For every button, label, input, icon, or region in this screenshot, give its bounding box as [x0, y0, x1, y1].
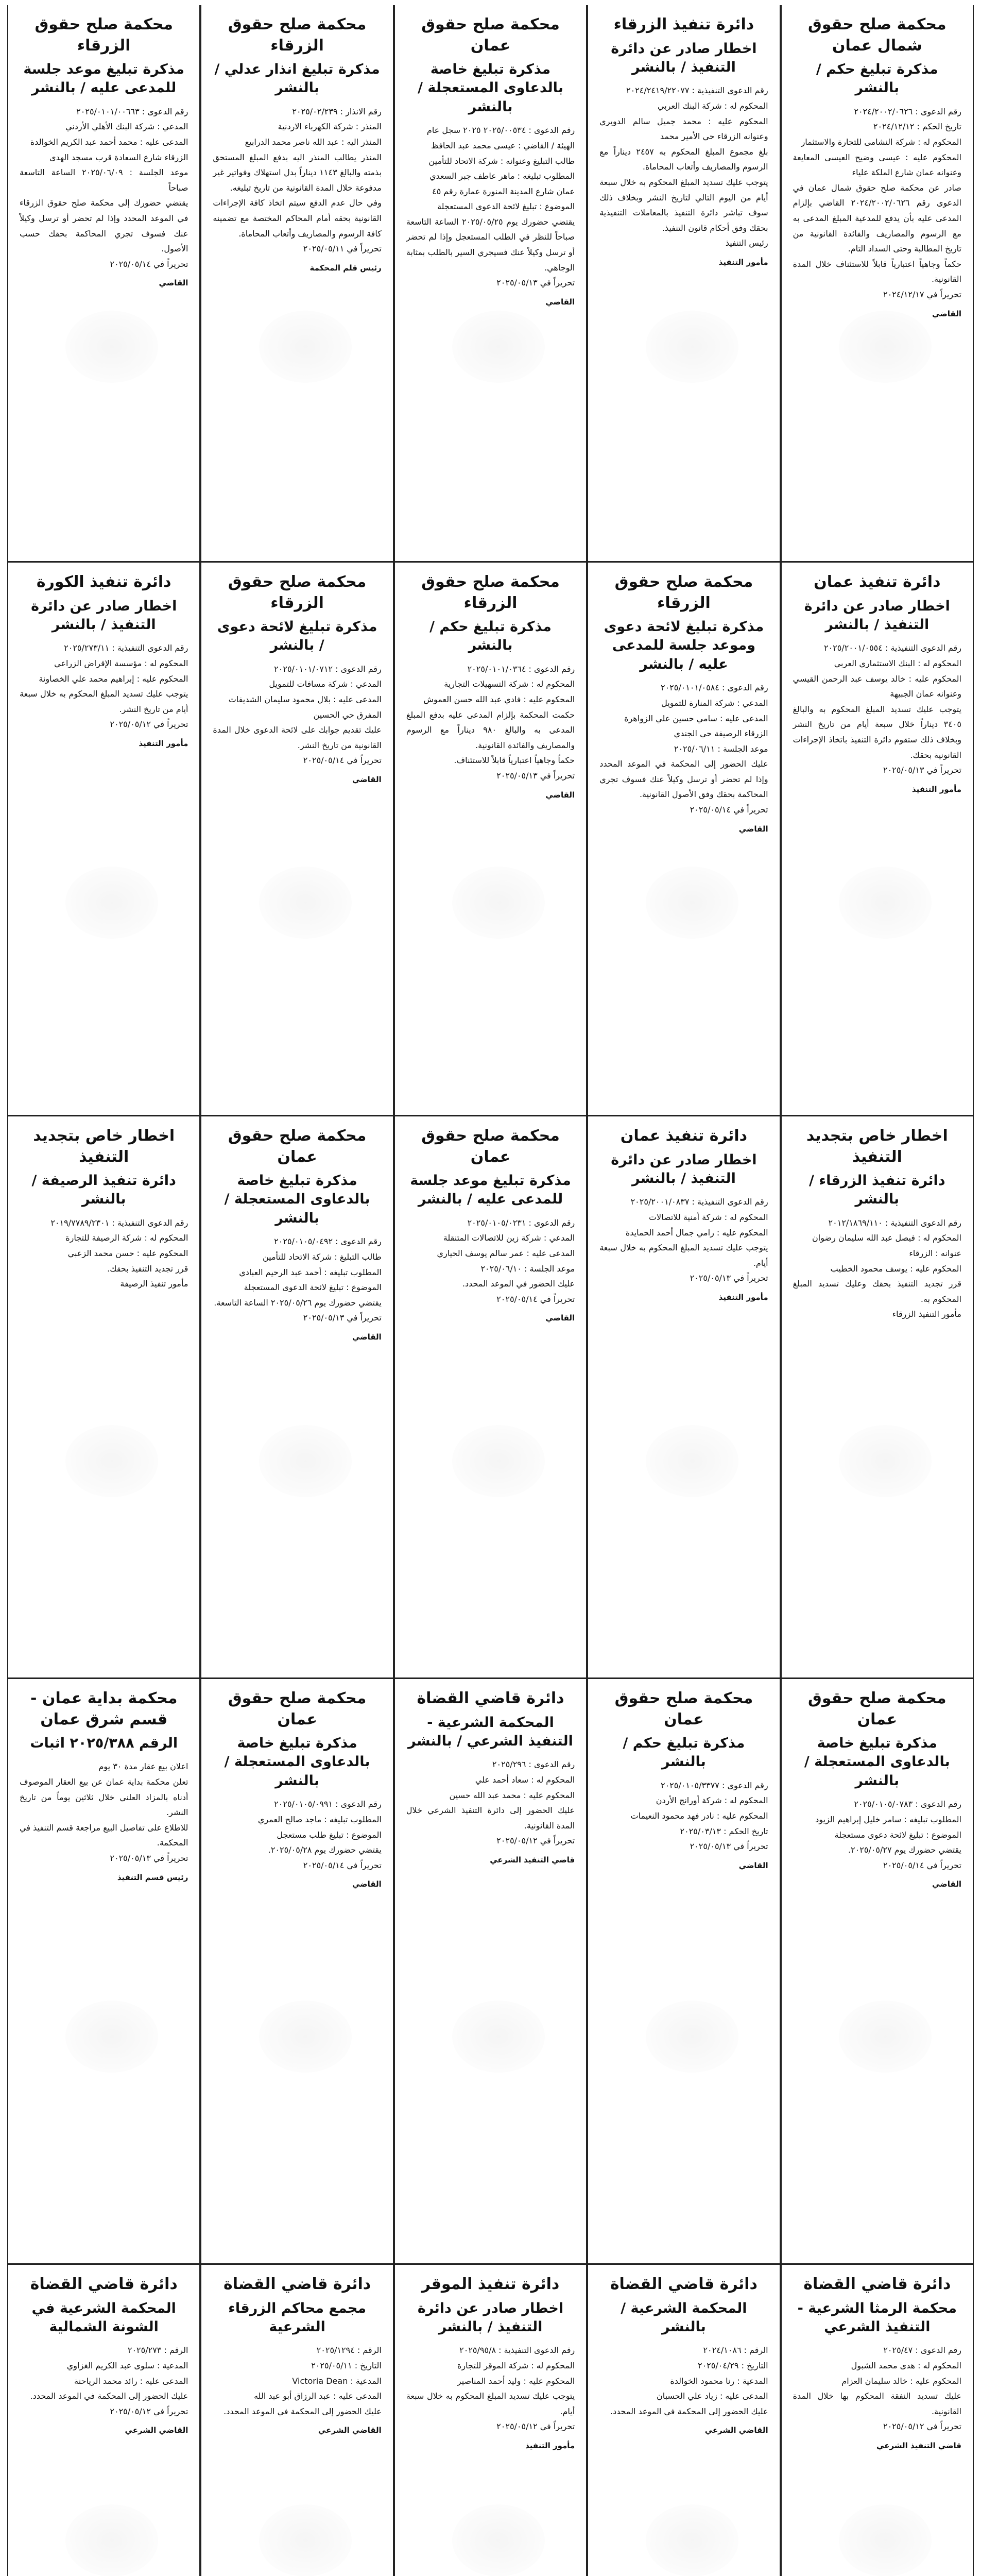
notice-body: الرقم : ٢٠٢٥/٢٧٣ المدعية : سلوى عبد الكريم الغزاوي المدعى عليه : رائد محمد الرياحنة عليك الحضور إلى المحكمة في الموعد المحدد. تحريراً في ٢٠٢٥/٠٥/١٢	[30, 2345, 188, 2416]
legal-notice	[200, 1116, 393, 1679]
legal-notice	[587, 2265, 780, 2576]
notice-signature: القاضي الشرعي	[318, 2426, 382, 2435]
notice-title: محكمة صلح حقوق عمان	[614, 1689, 753, 1728]
notice-subtitle: مذكرة تبليغ حكم / بالنشر	[429, 619, 552, 654]
notice-signature: القاضي	[738, 1860, 768, 1870]
notice-subtitle: مذكرة تبليغ موعد جلسة للمدعى عليه / بالنشر	[23, 61, 185, 96]
notice-subtitle: دائرة تنفيذ الرصيفة / بالنشر	[31, 1173, 176, 1208]
notice-title: دائرة قاضي القضاة	[610, 2275, 758, 2293]
notice-body: رقم الدعوى التنفيذية : ٢٠٢٥/٩٥/٨ المحكوم له : شركة الموقر للتجارة المحكوم عليه : وليد أحمد المناصير يتوجب عليك تسديد المبلغ المحكوم به خلال سبعة أيام. تحريراً في ٢٠٢٥/٠٥/١٢	[406, 2345, 575, 2432]
notice-title: محكمة صلح حقوق عمان	[421, 1127, 560, 1166]
notice-subtitle: مذكرة تبليغ حكم / بالنشر	[816, 61, 938, 96]
notice-subtitle: المحكمة الشرعية في الشونة الشمالية	[31, 2300, 176, 2335]
notice-signature: القاضي	[159, 278, 188, 288]
notice-signature: القاضي	[545, 790, 575, 800]
notice-signature: مأمور التنفيذ	[139, 738, 188, 748]
notice-subtitle: مجمع محاكم الزرقاء الشرعية	[228, 2300, 367, 2335]
notice-title: محكمة صلح حقوق عمان	[808, 1689, 946, 1728]
notice-body: رقم الدعوى : ٢٠٢٥/٠١٠١/٠٣٦٤ المحكوم له : شركة التسهيلات التجارية المحكوم عليه : فادي عبد الله حسن العموش حكمت المحكمة بإلزام المدعى عليه بدفع المبلغ المدعى به والبالغ ٩٨٠ ديناراً مع الرسوم والمصاريف والفائدة القانونية. حكماً وجاهياً اعتبارياً قابلاً للاستئناف. تحريراً في ٢٠٢٥/٠٥/١٣	[406, 664, 575, 781]
legal-notice	[394, 5, 587, 563]
notice-body: رقم الدعوى : ٢٠٢٥/٠١٠٥/٠٩٩١ المطلوب تبليغه : ماجد صالح العمري الموضوع : تبليغ طلب مستعجل يقتضي حضورك يوم ٢٠٢٥/٠٥/٢٨. تحريراً في ٢٠٢٥/٠٥/١٤	[257, 1799, 382, 1870]
notice-body: رقم الدعوى التنفيذية : ٢٠٢٤/٢٤١٩/٢٢٠٧٧ المحكوم له : شركة البنك العربي المحكوم عليه : محمد جميل سالم الدويري وعنوانه الزرقاء حي الأمير محمد بلغ مجموع المبلغ المحكوم به ٢٤٥٧ ديناراً مع الرسوم والمصاريف وأتعاب المحاماة. يتوجب عليك تسديد المبلغ المحكوم به خلال سبعة أيام من اليوم التالي لتاريخ النشر وبخلاف ذلك سوف تباشر دائرة التنفيذ بالمعاملات التنفيذية بحقك وفق أحكام قانون التنفيذ. رئيس التنفيذ	[599, 86, 768, 248]
notice-title: دائرة تنفيذ الموقر	[421, 2275, 560, 2293]
notice-title: اخطار خاص بتجديد التنفيذ	[33, 1127, 175, 1166]
notice-signature: مأمور التنفيذ	[911, 784, 961, 794]
notice-body: رقم الدعوى التنفيذية : ٢٠٢٥/٢٠٠١/٠٨٣٧ المحكوم له : شركة أمنية للاتصالات المحكوم عليه : رامي جمال أحمد الحمايدة يتوجب عليك تسديد المبلغ المحكوم به خلال سبعة أيام. تحريراً في ٢٠٢٥/٠٥/١٣	[599, 1197, 768, 1283]
notice-subtitle: مذكرة تبليغ انذار عدلي / بالنشر	[214, 61, 380, 96]
notice-signature: القاضي	[545, 1313, 575, 1323]
legal-notice	[781, 5, 974, 563]
notice-signature: مأمور التنفيذ	[718, 1292, 768, 1302]
notice-signature: القاضي	[352, 1879, 382, 1889]
notice-body: رقم الدعوى : ٢٠٢٥/٠١٠١/٠٠٦٦٣ المدعي : شركة البنك الأهلي الأردني المدعى عليه : محمد أحمد عبد الكريم الخوالدة الزرقاء شارع السعادة قرب مسجد الهدى موعد الجلسة : ٢٠٢٥/٠٦/٠٩ الساعة التاسعة صباحاً يقتضي حضورك إلى محكمة صلح حقوق الزرقاء في الموعد المحدد وإذا لم تحضر أو ترسل وكيلاً عنك فسوف تجري المحاكمة بحقك حسب الأصول. تحريراً في ٢٠٢٥/٠٥/١٤	[20, 106, 188, 269]
notice-title: محكمة صلح حقوق الزرقاء	[421, 573, 560, 612]
notice-subtitle: مذكرة تبليغ حكم / بالنشر	[623, 1735, 745, 1770]
legal-notice	[587, 5, 780, 563]
notice-body: رقم الدعوى التنفيذية : ٢٠٢٥/٢٧٣/١١ المحكوم له : مؤسسة الإقراض الزراعي المحكوم عليه : إبراهيم محمد علي الخصاونة يتوجب عليك تسديد المبلغ المحكوم به خلال سبعة أيام من تاريخ النشر. تحريراً في ٢٠٢٥/٠٥/١٢	[20, 643, 188, 730]
notice-signature: رئيس قلم المحكمة	[309, 263, 382, 273]
notice-body: رقم الدعوى : ٢٠٢٥/٠١٠٥/٣٣٧٧ المحكوم له : شركة أورانج الأردن المحكوم عليه : نادر فهد محمود النعيمات تاريخ الحكم : ٢٠٢٥/٠٣/١٣ تحريراً في ٢٠٢٥/٠٥/١٣	[630, 1780, 768, 1852]
notice-title: دائرة قاضي القضاة	[223, 2275, 371, 2293]
notice-body: رقم الدعوى التنفيذية : ٢٠١٢/١٨٦٩/١١٠ المحكوم له : فيصل عبد الله سليمان رضوان عنوانه : الزرقاء المحكوم عليه : يوسف محمود الخطيب قرر تجديد التنفيذ بحقك وعليك تسديد المبلغ المحكوم به. مأمور التنفيذ الزرقاء	[793, 1217, 961, 1319]
notice-title: محكمة صلح حقوق الزرقاء	[228, 15, 367, 55]
notice-title: اخطار خاص بتجديد التنفيذ	[806, 1127, 948, 1166]
notice-subtitle: الرقم ٢٠٢٥/٣٨٨ اثبات	[30, 1735, 178, 1751]
notice-signature: القاضي الشرعي	[704, 2426, 768, 2435]
legal-notice	[781, 1679, 974, 2265]
legal-notice	[781, 563, 974, 1116]
notice-signature: مأمور التنفيذ	[718, 257, 768, 267]
notice-subtitle: محكمة الرمثا الشرعية - التنفيذ الشرعي	[797, 2300, 957, 2335]
legal-notice	[200, 2265, 393, 2576]
notice-subtitle: مذكرة تبليغ خاصة بالدعاوى المستعجلة / بالنشر	[224, 1735, 370, 1789]
notices-grid	[7, 5, 974, 2576]
notice-title: دائرة تنفيذ الزرقاء	[613, 15, 754, 33]
notice-subtitle: مذكرة تبليغ لائحة دعوى وموعد جلسة للمدعى عليه / بالنشر	[604, 619, 764, 672]
notice-body: رقم الدعوى : ٢٠٢٥/٠١٠١/٠٧١٢ المدعي : شركة مسافات للتمويل المدعى عليه : بلال محمود سليمان الشديفات المفرق حي الحسين عليك تقديم جوابك على لائحة الدعوى خلال المدة القانونية من تاريخ النشر. تحريراً في ٢٠٢٥/٠٥/١٤	[213, 664, 382, 766]
legal-notice	[7, 5, 200, 563]
notice-title: محكمة صلح حقوق عمان	[228, 1689, 367, 1728]
notice-body: رقم الدعوى التنفيذية : ٢٠١٩/٧٧٨٩/٢٣٠١ المحكوم له : شركة الرصيفة للتجارة المحكوم عليه : حسن محمد الزعبي قرر تجديد التنفيذ بحقك. مأمور تنفيذ الرصيفة	[50, 1217, 188, 1289]
notice-subtitle: مذكرة تبليغ لائحة دعوى / بالنشر	[217, 619, 377, 654]
notice-signature: قاضي التنفيذ الشرعي	[490, 1855, 575, 1865]
notice-title: دائرة قاضي القضاة	[803, 2275, 951, 2293]
notice-body: رقم الدعوى : ٢٠٢٥/٠١٠٥/٠٢٣١ المدعي : شركة زين للاتصالات المتنقلة المدعى عليه : عمر سالم يوسف الحياري موعد الجلسة : ٢٠٢٥/٠٦/١٠ عليك الحضور في الموعد المحدد. تحريراً في ٢٠٢٥/٠٥/١٤	[437, 1217, 575, 1304]
notice-body: رقم الدعوى : ٢٠٢٥/٠٠٥٣٤ ٢٠٢٥ سجل عام الهيئة / القاضي : عيسى محمد عبد الحافظ طالب التبليغ وعنوانه : شركة الاتحاد للتأمين المطلوب تبليغه : ماهر عاطف جبر السعدي عمان شارع المدينة المنورة عمارة رقم ٤٥ الموضوع : تبليغ لائحة الدعوى المستعجلة يقتضي حضورك يوم ٢٠٢٥/٠٥/٢٥ الساعة التاسعة صباحاً للنظر في الطلب المستعجل وإذا لم تحضر أو ترسل وكيلاً عنك فسيجري السير بالطلب بمثابة الوجاهي. تحريراً في ٢٠٢٥/٠٥/١٣	[406, 125, 575, 288]
legal-notice	[394, 1679, 587, 2265]
notice-signature: رئيس قسم التنفيذ	[117, 1872, 188, 1882]
notice-body: رقم الدعوى : ٢٠٢٥/٠١٠٥/٠٤٩٢ طالب التبليغ : شركة الاتحاد للتأمين المطلوب تبليغه : أحمد عبد الرحيم العبادي الموضوع : تبليغ لائحة الدعوى المستعجلة يقتضي حضورك يوم ٢٠٢٥/٠٥/٢٦ الساعة التاسعة. تحريراً في ٢٠٢٥/٠٥/١٣	[214, 1236, 382, 1323]
notice-signature: القاضي	[932, 309, 961, 318]
notice-body: رقم الدعوى : ٢٠٢٤/٢٠٠٢/٠٦٢٦ تاريخ الحكم : ٢٠٢٤/١٢/١٢ المحكوم له : شركة النشامى للتجارة والاستثمار المحكوم عليه : عيسى وضيح العيسى المعايعة وعنوانه عمان شارع الملكة علياء صادر عن محكمة صلح حقوق شمال عمان في الدعوى رقم ٢٠٢٤/٢٠٠٢/٠٦٢٦ القاضي بإلزام المدعى عليه بأن يدفع للمدعية المبلغ المدعى به مع الرسوم والمصاريف والفائدة القانونية من تاريخ المطالبة وحتى السداد التام. حكماً وجاهياً اعتبارياً قابلاً للاستئناف خلال المدة القانونية. تحريراً في ٢٠٢٤/١٢/١٧	[793, 106, 961, 299]
notice-subtitle: المحكمة الشرعية / بالنشر	[621, 2300, 747, 2335]
notice-body: رقم الدعوى : ٢٠٢٥/٠١٠١/٠٥٨٤ المدعي : شركة المنارة للتمويل المدعى عليه : سامي حسين علي الزواهرة الزرقاء الرصيفة حي الجندي موعد الجلسة : ٢٠٢٥/٠٦/١١ عليك الحضور إلى المحكمة في الموعد المحدد وإذا لم تحضر أو ترسل وكيلاً عنك فسوف تجري المحاكمة بحقك وفق الأصول القانونية. تحريراً في ٢٠٢٥/٠٥/١٤	[599, 683, 768, 815]
legal-notice	[200, 5, 393, 563]
notice-title: دائرة تنفيذ عمان	[814, 573, 941, 591]
notice-body: رقم الدعوى : ٢٠٢٥/٤٧ المحكوم له : هدى محمد الشبول المحكوم عليه : خالد سليمان العزام عليك تسديد النفقة المحكوم بها خلال المدة القانونية. تحريراً في ٢٠٢٥/٠٥/١٢	[793, 2345, 961, 2432]
legal-notice	[587, 1116, 780, 1679]
notice-signature: مأمور التنفيذ	[525, 2441, 575, 2450]
legal-notice	[394, 2265, 587, 2576]
notice-signature: القاضي	[545, 297, 575, 307]
notice-title: دائرة تنفيذ الكورة	[36, 573, 171, 591]
legal-notice	[587, 563, 780, 1116]
notice-title: دائرة قاضي القضاة	[30, 2275, 178, 2293]
notice-subtitle: مذكرة تبليغ موعد جلسة للمدعى عليه / بالنشر	[410, 1173, 571, 1208]
notice-subtitle: اخطار صادر عن دائرة التنفيذ / بالنشر	[804, 598, 950, 633]
notice-subtitle: اخطار صادر عن دائرة التنفيذ / بالنشر	[417, 2300, 564, 2335]
notice-subtitle: اخطار صادر عن دائرة التنفيذ / بالنشر	[611, 1151, 757, 1187]
notice-body: رقم الدعوى : ٢٠٢٥/٢٩٦ المحكوم له : سعاد أحمد علي المحكوم عليه : محمد عبد الله حسين عليك الحضور إلى دائرة التنفيذ الشرعي خلال المدة القانونية. تحريراً في ٢٠٢٥/٠٥/١٢	[406, 1759, 575, 1846]
notice-subtitle: مذكرة تبليغ خاصة بالدعاوى المستعجلة / بالنشر	[418, 61, 563, 115]
legal-notice	[587, 1679, 780, 2265]
legal-notice	[781, 2265, 974, 2576]
notice-signature: القاضي	[932, 1879, 961, 1889]
notice-subtitle: المحكمة الشرعية - التنفيذ الشرعي / بالنشر	[408, 1714, 573, 1749]
notice-title: محكمة صلح حقوق شمال عمان	[808, 15, 946, 55]
notice-signature: القاضي الشرعي	[125, 2426, 188, 2435]
notice-body: رقم الانذار : ٢٠٢٥/٠٢/٢٣٩ المنذر : شركة الكهرباء الاردنية المنذر اليه : عبد الله ناصر محمد الدرابيع المنذر يطالب المنذر اليه بدفع المبلغ المستحق بذمته والبالغ ١١٤٣ ديناراً بدل استهلاك وفواتير غير مدفوعة خلال المدة القانونية من تاريخ تبليغه. وفي حال عدم الدفع سيتم اتخاذ كافة الإجراءات القانونية بحقه أمام المحاكم المختصة مع تضمينه كافة الرسوم والمصاريف وأتعاب المحاماة. تحريراً في ٢٠٢٥/٠٥/١١	[213, 106, 382, 254]
legal-notice	[394, 1116, 587, 1679]
notice-body: رقم الدعوى التنفيذية : ٢٠٢٥/٢٠٠١/٠٥٥٤ المحكوم له : البنك الاستثماري العربي المحكوم عليه : خالد يوسف عبد الرحمن القيسي وعنوانه عمان الجبيهة يتوجب عليك تسديد المبلغ المحكوم به والبالغ ٣٤٠٥ ديناراً خلال سبعة أيام من تاريخ النشر وبخلاف ذلك ستقوم دائرة التنفيذ باتخاذ الإجراءات القانونية بحقك. تحريراً في ٢٠٢٥/٠٥/١٣	[793, 643, 961, 775]
notice-signature: القاضي	[352, 775, 382, 785]
notice-title: دائرة تنفيذ عمان	[620, 1127, 748, 1145]
notice-title: دائرة قاضي القضاة	[417, 1689, 564, 1707]
legal-notice	[200, 563, 393, 1116]
notice-title: محكمة بداية عمان - قسم شرق عمان	[30, 1689, 178, 1728]
notice-body: اعلان بيع عقار مدة ٣٠ يوم تعلن محكمة بداية عمان عن بيع العقار الموصوف أدناه بالمزاد العلني خلال ثلاثين يوماً من تاريخ النشر. للاطلاع على تفاصيل البيع مراجعة قسم التنفيذ في المحكمة. تحريراً في ٢٠٢٥/٠٥/١٣	[20, 1761, 188, 1863]
legal-notice	[394, 563, 587, 1116]
legal-notice	[7, 1116, 200, 1679]
notice-title: محكمة صلح حقوق عمان	[421, 15, 560, 55]
legal-notice	[7, 2265, 200, 2576]
notice-title: محكمة صلح حقوق الزرقاء	[35, 15, 173, 55]
notice-signature: القاضي	[738, 824, 768, 834]
notice-subtitle: دائرة تنفيذ الزرقاء / بالنشر	[809, 1173, 945, 1208]
notice-body: الرقم : ٢٠٢٤/١٠٨٦ التاريخ : ٢٠٢٥/٠٤/٢٩ المدعية : رنا محمود الخوالدة المدعى عليه : زياد علي الحسبان عليك الحضور إلى المحكمة في الموعد المحدد.	[610, 2345, 768, 2416]
notice-title: محكمة صلح حقوق الزرقاء	[228, 573, 367, 612]
notice-subtitle: اخطار صادر عن دائرة التنفيذ / بالنشر	[611, 40, 757, 75]
legal-notice	[7, 1679, 200, 2265]
notice-title: محكمة صلح حقوق الزرقاء	[614, 573, 753, 612]
notice-body: رقم الدعوى : ٢٠٢٥/٠١٠٥/٠٧٨٣ المطلوب تبليغه : سامر خليل إبراهيم الزيود الموضوع : تبليغ لائحة دعوى مستعجلة يقتضي حضورك يوم ٢٠٢٥/٠٥/٢٧. تحريراً في ٢٠٢٥/٠٥/١٤	[815, 1799, 961, 1870]
legal-notice	[781, 1116, 974, 1679]
notice-signature: القاضي	[352, 1332, 382, 1342]
legal-notice	[200, 1679, 393, 2265]
notice-subtitle: اخطار صادر عن دائرة التنفيذ / بالنشر	[31, 598, 177, 633]
notice-subtitle: مذكرة تبليغ خاصة بالدعاوى المستعجلة / بالنشر	[224, 1173, 370, 1226]
notice-title: محكمة صلح حقوق عمان	[228, 1127, 367, 1166]
notice-body: الرقم : ٢٠٢٥/١٢٩٤ التاريخ : ٢٠٢٥/٠٥/١١ المدعية : Victoria Dean المدعى عليه : عبد الرزاق أبو عبد الله عليك الحضور إلى المحكمة في الموعد المحدد.	[223, 2345, 382, 2416]
notice-signature: قاضي التنفيذ الشرعي	[876, 2441, 961, 2450]
legal-notice	[7, 563, 200, 1116]
notice-subtitle: مذكرة تبليغ خاصة بالدعاوى المستعجلة / بالنشر	[804, 1735, 950, 1789]
